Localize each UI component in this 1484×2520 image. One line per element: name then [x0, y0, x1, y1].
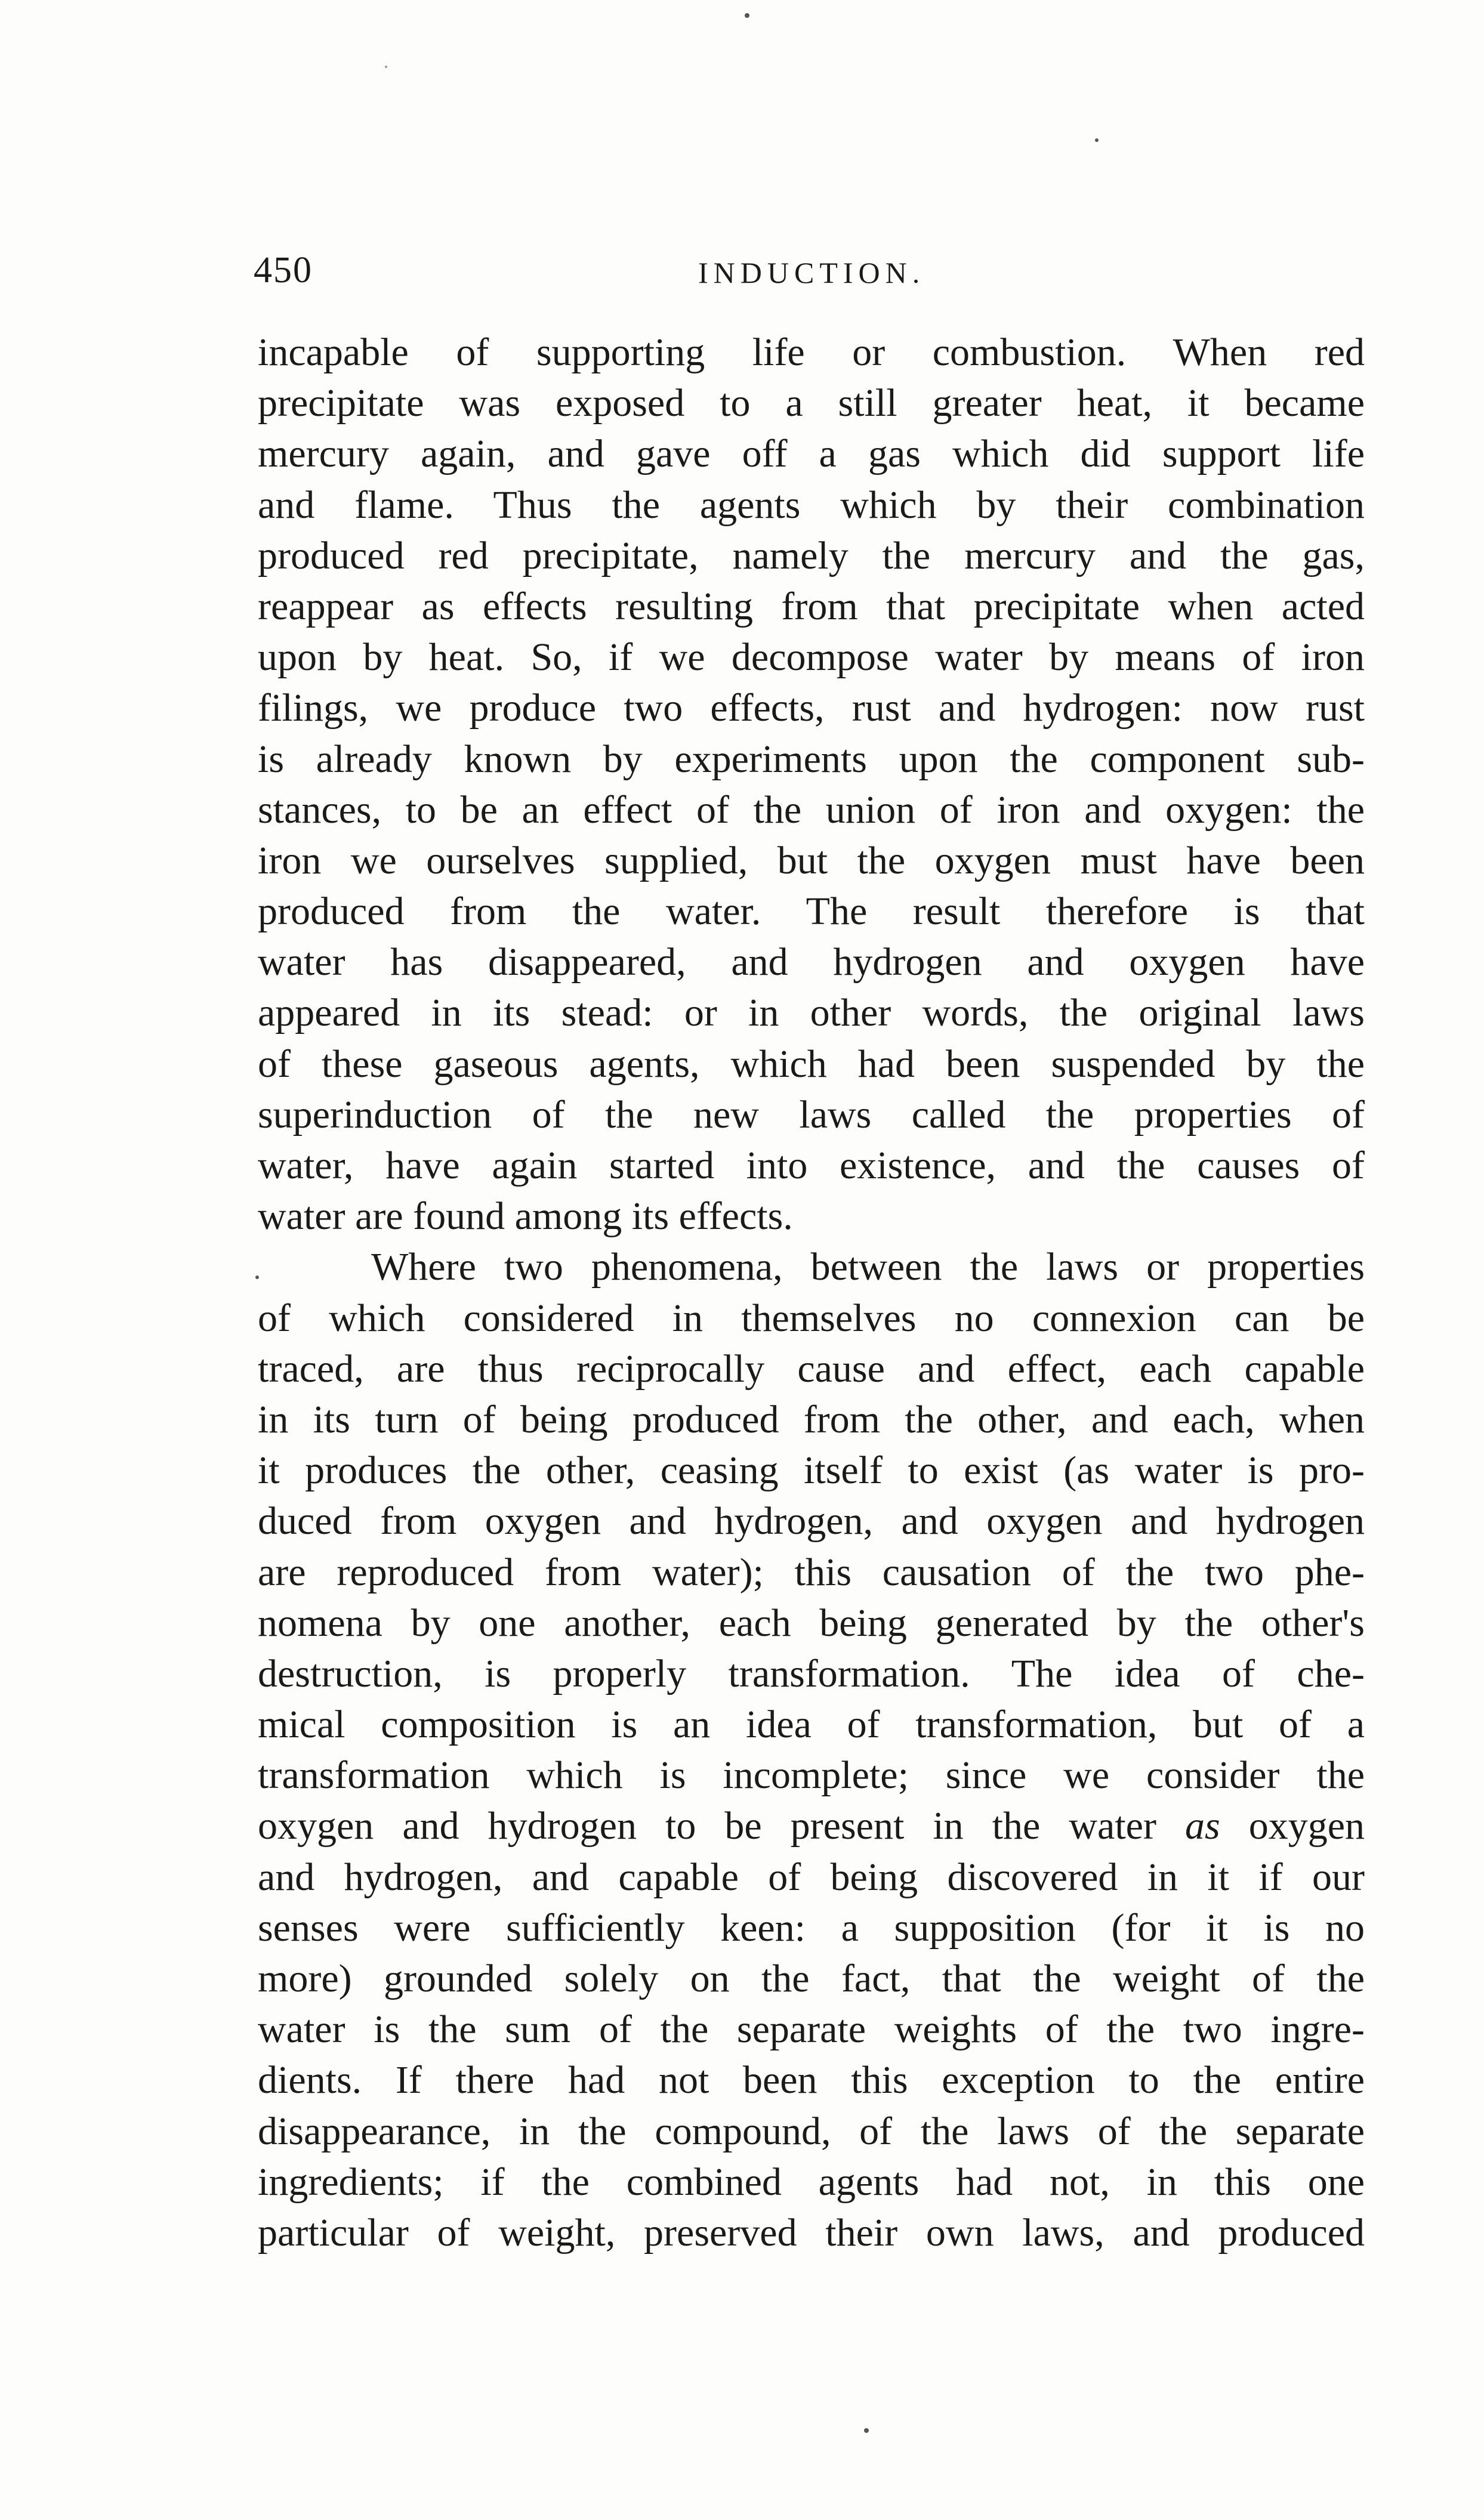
text-line: filings, we produce two effects, rust and hydrogen: now rust — [258, 686, 1365, 730]
paragraph-start-line: Where two phenomena, between the laws or properties — [371, 1245, 1365, 1289]
text-line: in its turn of being produced from the other, and each, when — [258, 1397, 1365, 1441]
text-line: appeared in its stead: or in other words, the original laws — [258, 991, 1365, 1035]
scan-speck — [1095, 138, 1099, 142]
page-number: 450 — [254, 250, 313, 291]
text-line: traced, are thus reciprocally cause and effect, each capable — [258, 1347, 1365, 1391]
scan-speck — [864, 2428, 869, 2433]
text-line: destruction, is properly transformation. The idea of che- — [258, 1651, 1365, 1696]
text-line: transformation which is incomplete; since we consider the — [258, 1753, 1365, 1798]
text-line: particular of weight, preserved their own laws, and produced — [258, 2210, 1365, 2255]
text-line: mical composition is an idea of transformation, but of a — [258, 1703, 1365, 1747]
text-line: of these gaseous agents, which had been suspended by the — [258, 1042, 1365, 1086]
page-header — [254, 249, 1387, 297]
scan-speck — [745, 13, 749, 18]
text-line: is already known by experiments upon the component sub- — [258, 737, 1365, 781]
text-line: produced from the water. The result therefore is that — [258, 890, 1365, 934]
scan-speck — [255, 1276, 259, 1279]
text-line: iron we ourselves supplied, but the oxygen must have been — [258, 838, 1365, 882]
text-line: ingredients; if the combined agents had not, in this one — [258, 2160, 1365, 2204]
text-line: mercury again, and gave off a gas which did support life — [258, 432, 1365, 476]
text-line: more) grounded solely on the fact, that the weight of the — [258, 1957, 1365, 2000]
text-line: oxygen and hydrogen to be present in the water as oxygen — [258, 1804, 1365, 1848]
text-line: upon by heat. So, if we decompose water by means of iron — [258, 635, 1365, 680]
paragraph-end-line: water are found among its effects. — [258, 1194, 793, 1239]
text-line: incapable of supporting life or combustion. When red — [258, 331, 1365, 374]
text-line: are reproduced from water); this causation of the two phe- — [258, 1550, 1365, 1594]
text-line: duced from oxygen and hydrogen, and oxygen and hydrogen — [258, 1499, 1365, 1543]
text-line: water, have again started into existence, and the causes of — [258, 1144, 1365, 1187]
body-text — [258, 327, 1365, 2258]
text-line: and flame. Thus the agents which by their combination — [258, 483, 1365, 527]
text-line: dients. If there had not been this exception to the entire — [258, 2058, 1365, 2102]
text-line: water has disappeared, and hydrogen and oxygen have — [258, 940, 1365, 984]
text-line: water is the sum of the separate weights of the two ingre- — [258, 2008, 1365, 2052]
text-line: and hydrogen, and capable of being discovered in it if our — [258, 1855, 1365, 1899]
text-line: stances, to be an effect of the union of iron and oxygen: the — [258, 788, 1365, 832]
italic-word: as — [1184, 1804, 1220, 1848]
text-line: produced red precipitate, namely the mercury and the gas, — [258, 533, 1365, 578]
text-line: it produces the other, ceasing itself to exist (as water is pro- — [258, 1449, 1365, 1493]
text-line: reappear as effects resulting from that precipitate when acted — [258, 584, 1365, 628]
text-line: disappearance, in the compound, of the laws of the separate — [258, 2109, 1365, 2153]
text-line: superinduction of the new laws called the properties of — [258, 1092, 1365, 1137]
text-line: nomena by one another, each being generated by the other's — [258, 1601, 1365, 1645]
scan-speck — [385, 66, 387, 68]
running-head: INDUCTION. — [698, 256, 925, 289]
text-line: of which considered in themselves no connexion can be — [258, 1296, 1365, 1340]
text-line: precipitate was exposed to a still greater heat, it became — [258, 381, 1365, 425]
text-line: senses were sufficiently keen: a supposition (for it is no — [258, 1906, 1365, 1950]
